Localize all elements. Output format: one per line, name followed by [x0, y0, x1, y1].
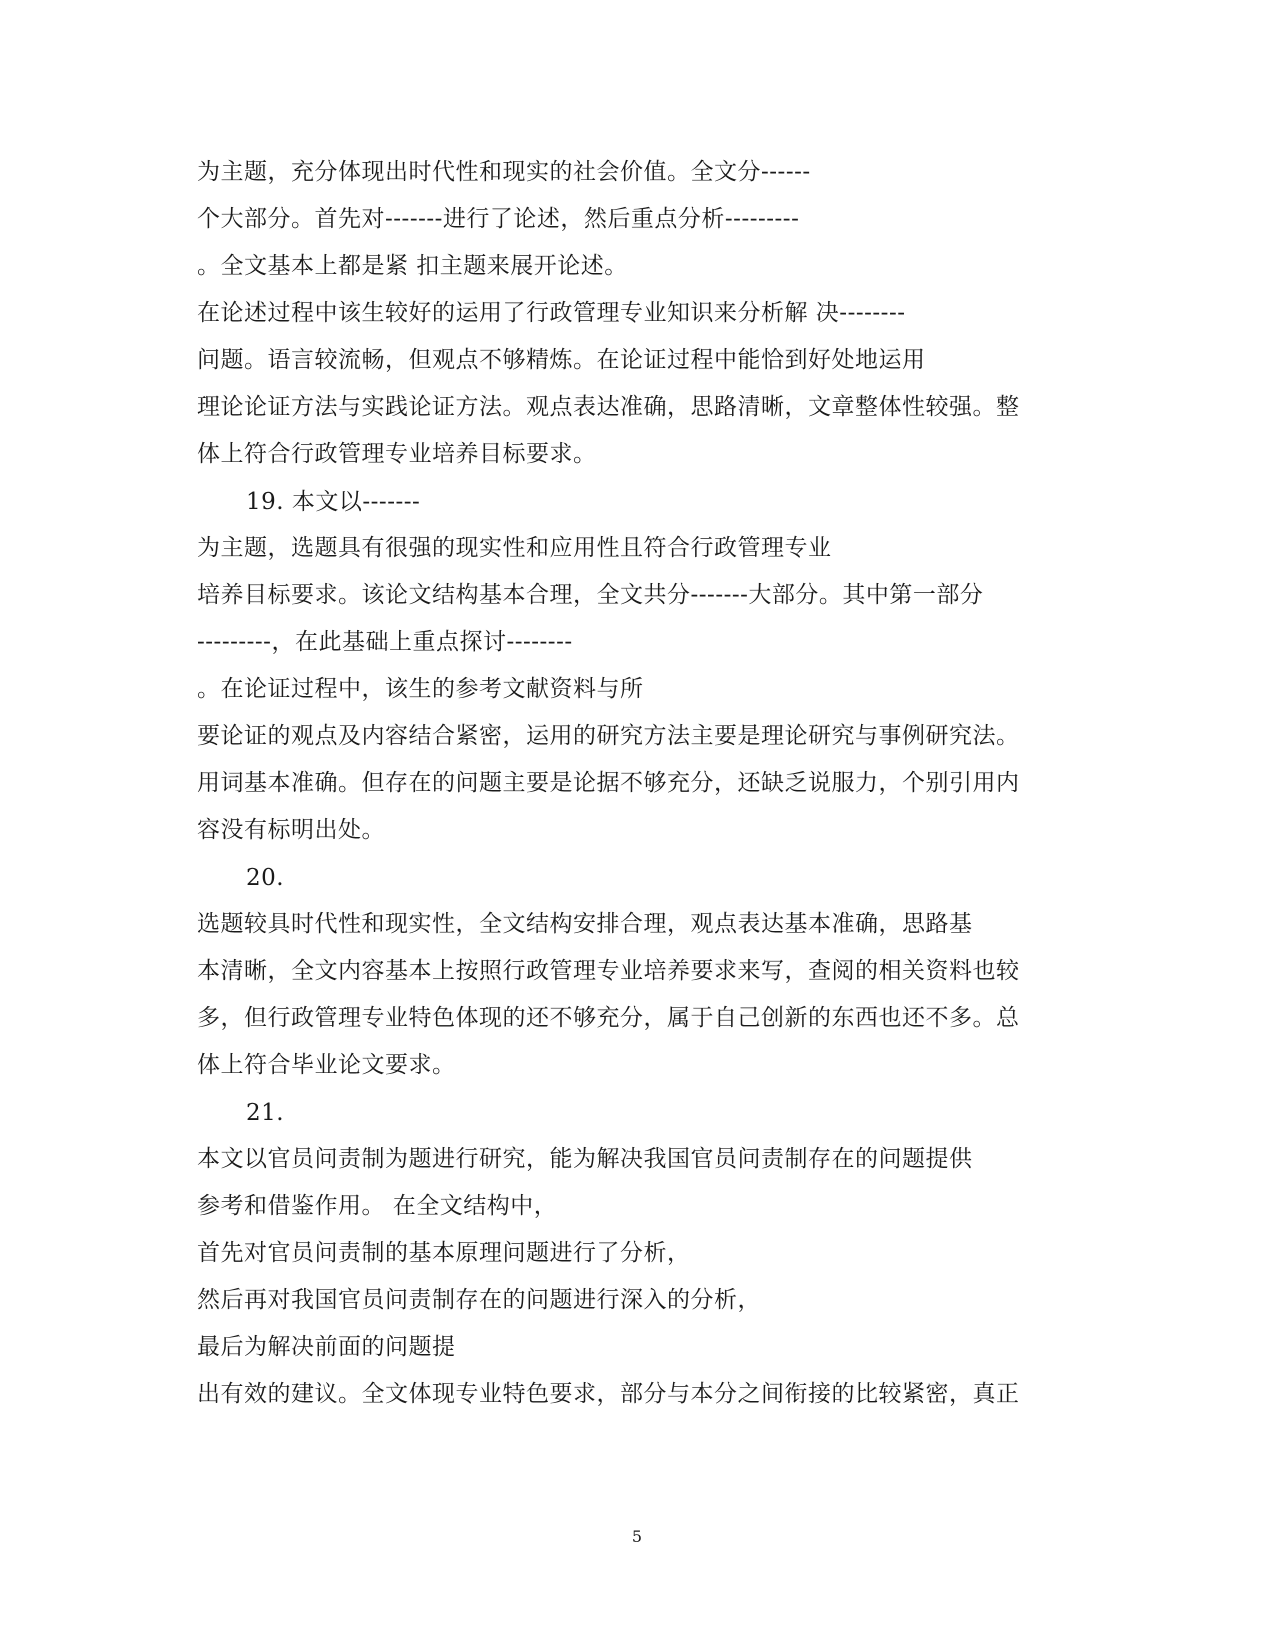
text-line: 选题较具时代性和现实性，全文结构安排合理，观点表达基本准确，思路基 [197, 911, 973, 937]
text-line: 为主题，充分体现出时代性和现实的社会价值。全文分------ [197, 159, 811, 185]
text-line: 最后为解决前面的问题提 [197, 1334, 456, 1360]
item-number-21: 21. [246, 1100, 285, 1126]
text-line: ---------，在此基础上重点探讨-------- [197, 629, 573, 655]
text-line: 首先对官员问责制的基本原理问题进行了分析， [197, 1240, 691, 1266]
item-number-19: 19. 本文以------- [246, 489, 421, 515]
text-line: 参考和借鉴作用。 在全文结构中， [197, 1193, 558, 1219]
text-line: 容没有标明出处。 [197, 817, 385, 843]
text-line: 理论论证方法与实践论证方法。观点表达准确，思路清晰，文章整体性较强。整 [197, 394, 1020, 420]
text-line: 然后再对我国官员问责制存在的问题进行深入的分析， [197, 1287, 761, 1313]
text-line: 出有效的建议。全文体现专业特色要求，部分与本分之间衔接的比较紧密，真正 [197, 1381, 1020, 1407]
item-number-20: 20. [246, 865, 285, 891]
text-line: 本文以官员问责制为题进行研究，能为解决我国官员问责制存在的问题提供 [197, 1146, 973, 1172]
text-line: 体上符合行政管理专业培养目标要求。 [197, 441, 597, 467]
text-line: 个大部分。首先对-------进行了论述，然后重点分析--------- [197, 206, 800, 232]
text-line: 要论证的观点及内容结合紧密，运用的研究方法主要是理论研究与事例研究法。 [197, 723, 1020, 749]
text-line: 体上符合毕业论文要求。 [197, 1052, 456, 1078]
page-number: 5 [631, 1527, 643, 1546]
text-line: 用词基本准确。但存在的问题主要是论据不够充分，还缺乏说服力，个别引用内 [197, 770, 1020, 796]
text-line: 在论述过程中该生较好的运用了行政管理专业知识来分析解 决-------- [197, 300, 906, 326]
text-line: 。在论证过程中，该生的参考文献资料与所 [197, 676, 644, 702]
text-line: 本清晰，全文内容基本上按照行政管理专业培养要求来写，查阅的相关资料也较 [197, 958, 1020, 984]
text-line: 问题。语言较流畅，但观点不够精炼。在论证过程中能恰到好处地运用 [197, 347, 926, 373]
text-line: 多，但行政管理专业特色体现的还不够充分，属于自己创新的东西也还不多。总 [197, 1005, 1020, 1031]
text-line: 为主题，选题具有很强的现实性和应用性且符合行政管理专业 [197, 535, 832, 561]
text-line: 培养目标要求。该论文结构基本合理，全文共分-------大部分。其中第一部分 [197, 582, 984, 608]
text-line: 。全文基本上都是紧 扣主题来展开论述。 [197, 253, 628, 279]
